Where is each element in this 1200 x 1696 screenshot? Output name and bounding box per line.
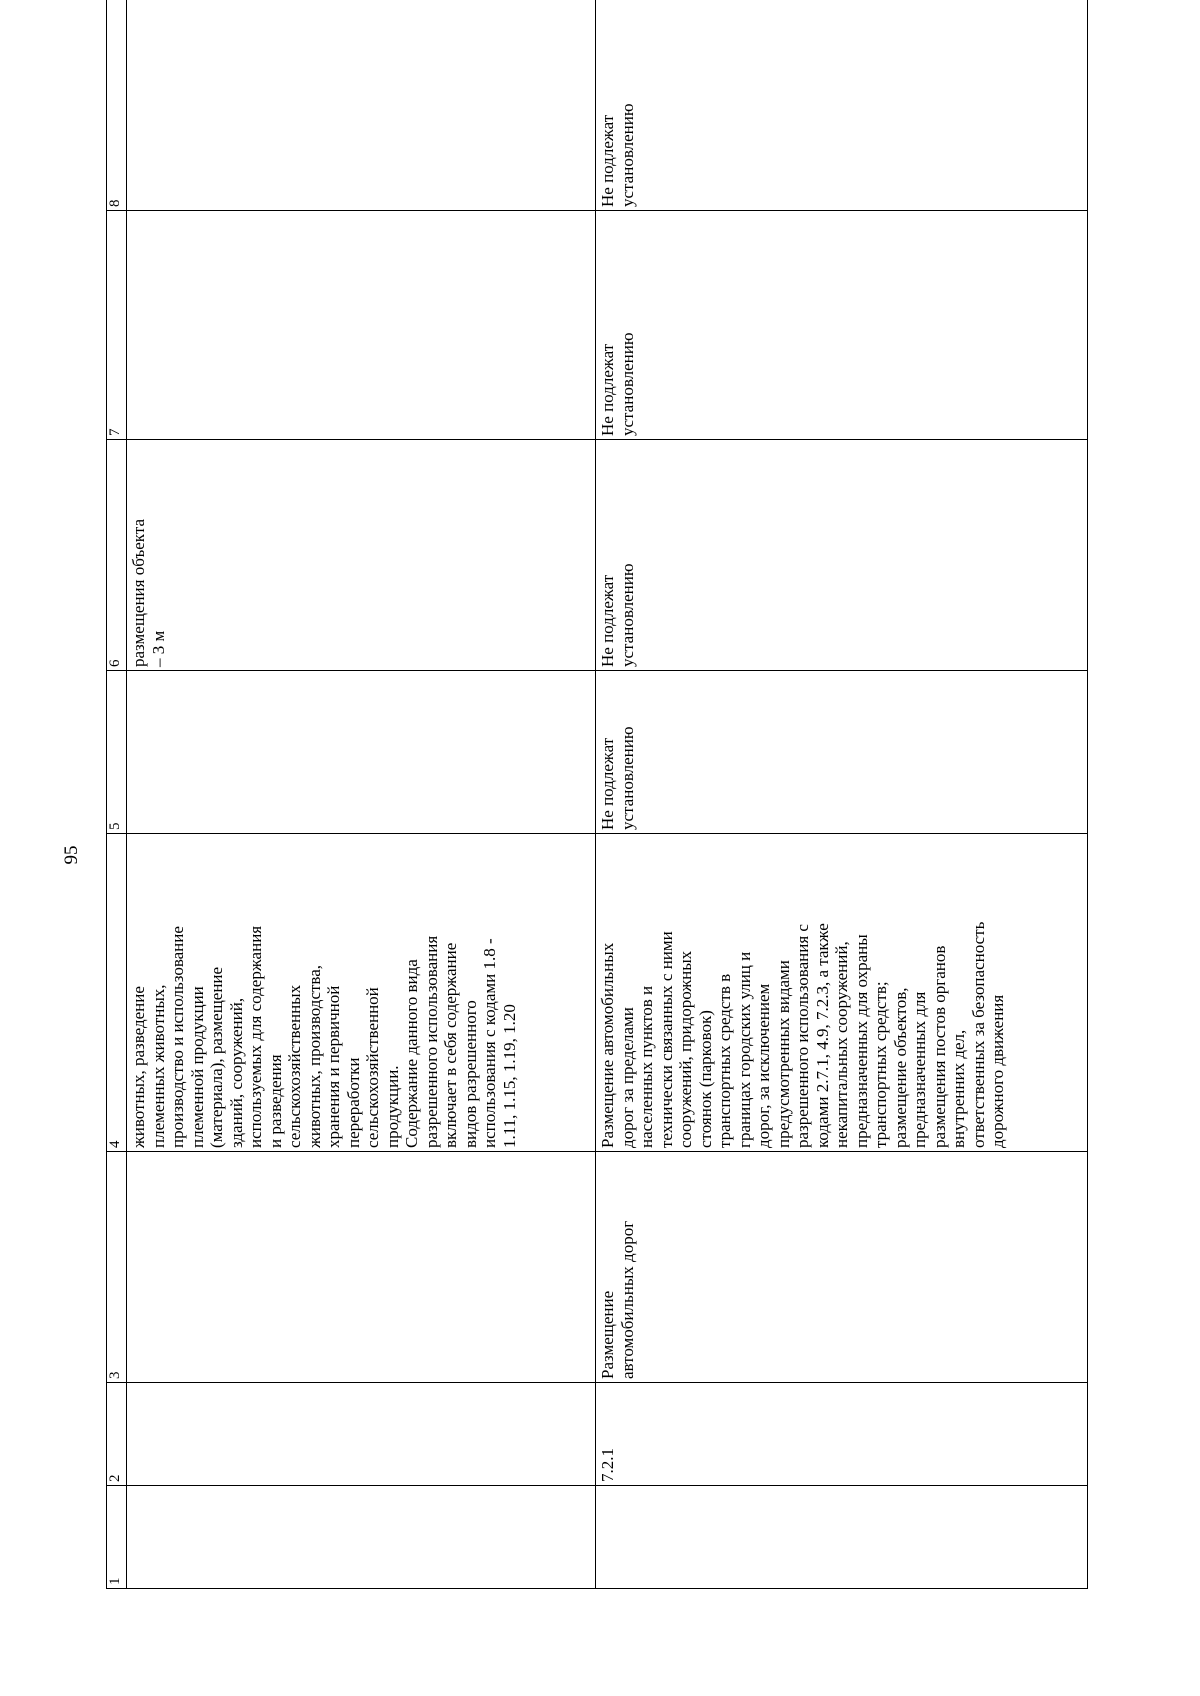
column-number: 1 (107, 1486, 127, 1589)
use-name-cell (127, 1152, 596, 1383)
use-code-cell: 7.2.1 (596, 1383, 1088, 1486)
column-number: 7 (107, 211, 127, 440)
parameter-cell (127, 0, 596, 211)
parameter-cell (127, 671, 596, 834)
column-number: 3 (107, 1152, 127, 1383)
row-number-cell (596, 1486, 1088, 1589)
regulations-table (106, 0, 1088, 1589)
column-number: 4 (107, 834, 127, 1152)
column-number: 5 (107, 671, 127, 834)
parameter-cell: Не подлежат установлению (596, 440, 1088, 671)
use-description-cell: Размещение автомобильных дорог за пределами населенных пунктов и технически связанных с ними сооружений, придорожных стоянок (парковок) транспортных средств в границах городских улиц и дорог, за исключением предусмотренных видами разрешенного использования с кодами 2.7.1, 4.9, 7.2.3, а также некапитальных сооружений, предназначенных для охраны транспортных средств; размещение объектов, предназначенных для размещения постов органов внутренних дел, ответственных за безопасность дорожного движения (596, 834, 1088, 1152)
row-number-cell (127, 1486, 596, 1589)
setback-cell: размещения объекта – 3 м (127, 440, 596, 671)
parameter-cell (127, 211, 596, 440)
use-code-cell (127, 1383, 596, 1486)
parameter-cell: Не подлежат установлению (596, 671, 1088, 834)
column-number: 8 (107, 0, 127, 211)
regulations-table-wrapper (106, 103, 1084, 1589)
parameter-cell: Не подлежат установлению (596, 211, 1088, 440)
use-description-cell: животных, разведение племенных животных, производство и использование племенной продукции (материала), размещение зданий, сооружений, используемых для содержания и разведения сельскохозяйственных животных, производства, хранения и первичной переработки сельскохозяйственной продукции. Содержание данного вида разрешенного использования включает в себя содержание видов разрешенного использования с кодами 1.8 - 1.11, 1.15, 1.19, 1.20 (127, 834, 596, 1152)
column-number: 6 (107, 440, 127, 671)
page-number: 95 (61, 845, 82, 865)
table-row (127, 0, 596, 1589)
use-name-cell: Размещение автомобильных дорог (596, 1152, 1088, 1383)
column-number-row (107, 0, 127, 1589)
parameter-cell: Не подлежат установлению (596, 0, 1088, 211)
table-row (596, 0, 1088, 1589)
column-number: 2 (107, 1383, 127, 1486)
